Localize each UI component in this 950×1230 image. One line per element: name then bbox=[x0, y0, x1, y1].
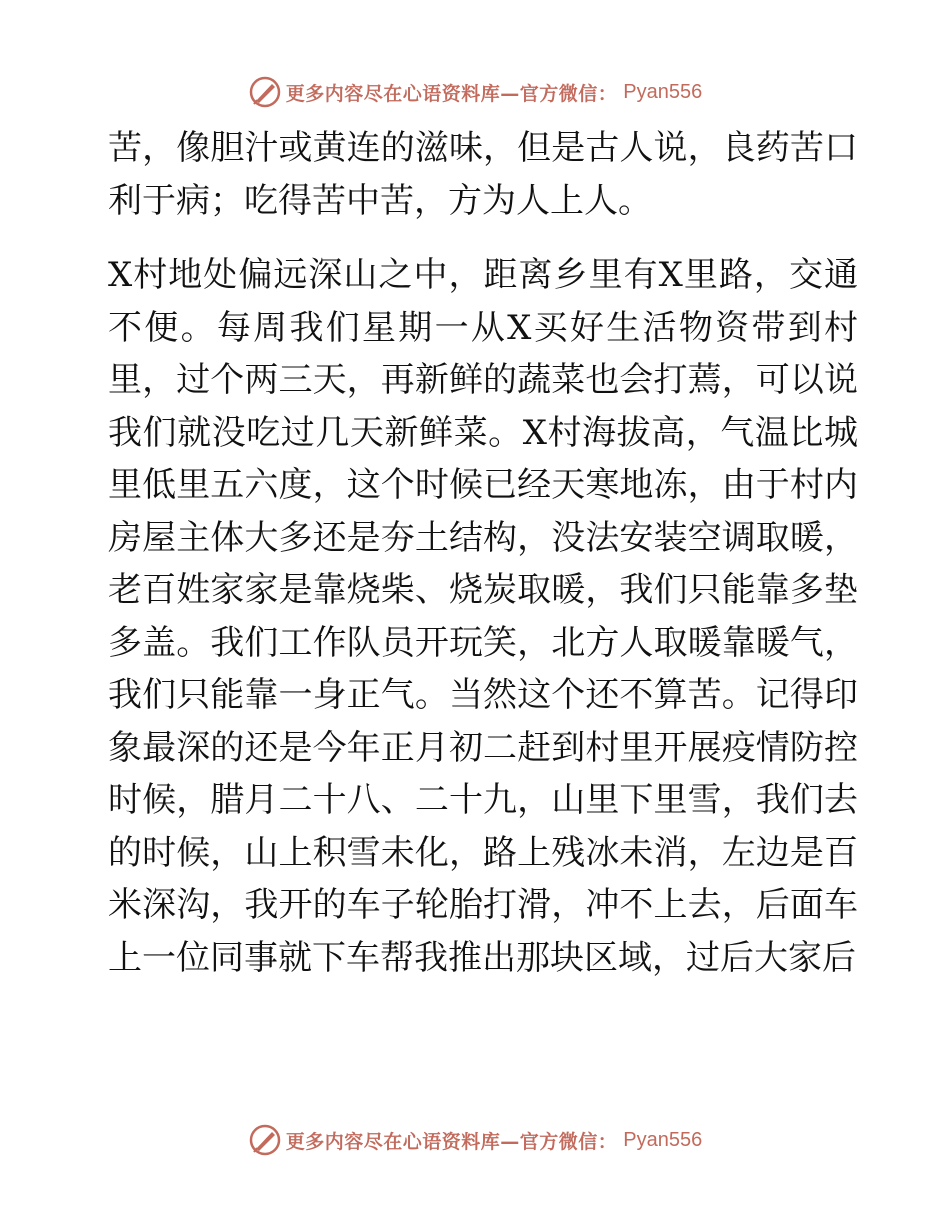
quill-pen-circle-icon bbox=[248, 1123, 282, 1157]
watermark-text: 更多内容尽在心语资料库—官方微信： bbox=[285, 1130, 618, 1153]
quill-pen-circle-icon bbox=[248, 75, 282, 109]
document-body bbox=[98, 122, 858, 984]
watermark-banner-bottom bbox=[0, 1120, 950, 1160]
paragraph: 苦，像胆汁或黄连的滋味，但是古人说，良药苦口利于病；吃得苦中苦，方为人上人。 bbox=[108, 128, 858, 221]
watermark-text: 更多内容尽在心语资料库—官方微信： bbox=[285, 82, 618, 105]
watermark-wechat-id: Pyan556 bbox=[623, 80, 703, 103]
paragraph: X村地处偏远深山之中，距离乡里有X里路，交通不便。每周我们星期一从X买好生活物资带到村里，过个两三天，再新鲜的蔬菜也会打蔫，可以说我们就没吃过几天新鲜菜。X村海拔高，气温比城里低里五六度，这个时候已经天寒地冻，由于村内房屋主体大多还是夯土结构，没法安装空调取暖，老百姓家家是靠烧柴、烧炭取暖，我们只能靠多垫多盖。我们工作队员开玩笑，北方人取暖靠暖气，我们只能靠一身正气。当然这个还不算苦。记得印象最深的还是今年正月初二赶到村里开展疫情防控时候，腊月二十八、二十九，山里下里雪，我们去的时候，山上积雪未化，路上残冰未消，左边是百米深沟，我开的车子轮胎打滑，冲不上去，后面车上一位同事就下车帮我推出那块区域，过后大家后 bbox=[108, 255, 858, 978]
watermark-banner-top bbox=[0, 72, 950, 112]
watermark-wechat-id: Pyan556 bbox=[623, 1128, 703, 1151]
